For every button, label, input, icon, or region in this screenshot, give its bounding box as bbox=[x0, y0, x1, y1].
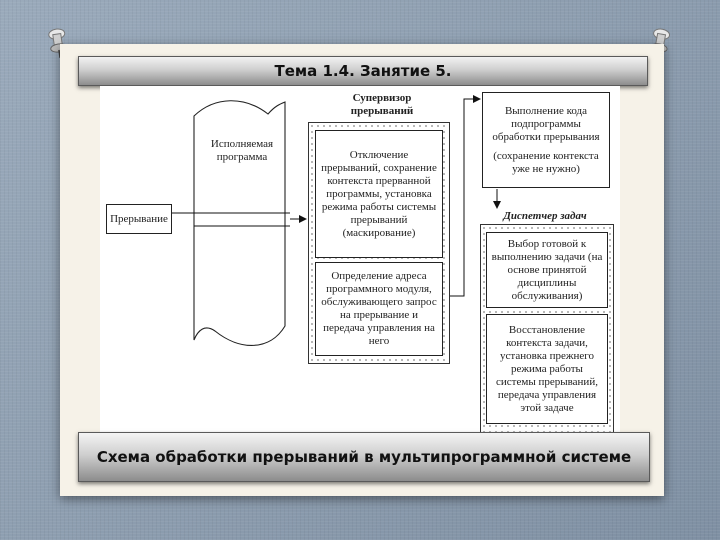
slide-title: Тема 1.4. Занятие 5. bbox=[78, 56, 648, 86]
program-label: Исполняемая программа bbox=[210, 138, 274, 163]
dispatcher-box-2 bbox=[486, 314, 608, 424]
supervisor-box-1 bbox=[315, 130, 443, 258]
supervisor-heading: Супервизор прерываний bbox=[350, 92, 414, 117]
dispatcher-box-1 bbox=[486, 232, 608, 308]
supervisor-box-2-text: Определение адреса программного модуля, обслуживающего запрос на прерывание и передача управления на него bbox=[321, 270, 437, 347]
slide-caption: Схема обработки прерываний в мультипрограммной системе bbox=[78, 432, 650, 482]
handler-text-2: (сохранение контекста уже не нужно) bbox=[493, 149, 599, 175]
supervisor-box-2 bbox=[315, 262, 443, 356]
dispatcher-heading: Диспетчер задач bbox=[503, 210, 587, 222]
dispatcher-box-1-text: Выбор готовой к выполнению задачи (на основе принятой дисциплины обслуживания) bbox=[491, 237, 603, 302]
interrupt-diagram bbox=[100, 86, 620, 432]
handler-box bbox=[482, 92, 610, 188]
dispatcher-box-2-text: Восстановление контекста задачи, установка прежнего режима работы системы прерываний, передача управления этой задаче bbox=[496, 323, 598, 414]
supervisor-box-1-text: Отключение прерываний, сохранение контекста прерванной программы, установка режима работы системы прерываний (маскирование) bbox=[321, 148, 437, 239]
arrow-to-handler bbox=[450, 99, 480, 296]
interrupt-box bbox=[106, 204, 172, 234]
handler-text-1: Выполнение кода подпрограммы обработки прерывания bbox=[492, 104, 600, 143]
interrupt-label: Прерывание bbox=[110, 212, 168, 225]
